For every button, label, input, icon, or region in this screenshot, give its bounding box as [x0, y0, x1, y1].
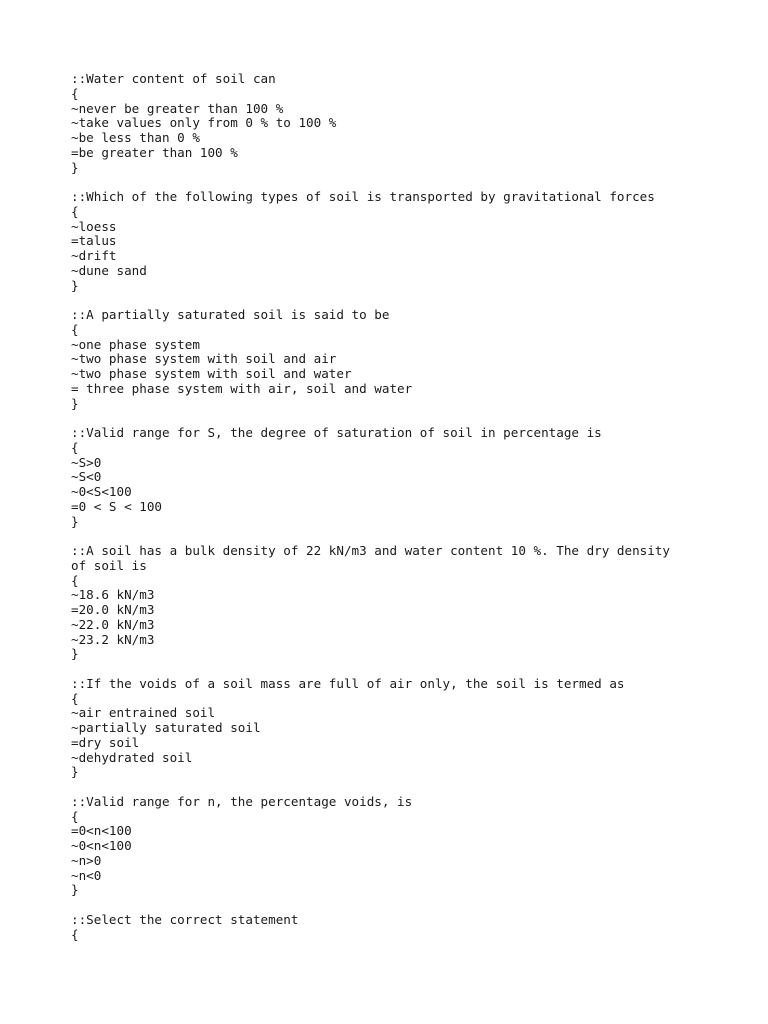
answer-option-line: ~22.0 kN/m3: [71, 616, 155, 632]
question-text-line: ::A soil has a bulk density of 22 kN/m3 and water content 10 %. The dry density: [71, 543, 670, 558]
document-body: [71, 72, 751, 957]
answer-option-line: ~dehydrated soil: [71, 749, 193, 765]
answer-option-line: ~drift: [71, 248, 117, 263]
answer-option-line: ~take values only from 0 % to 100 %: [71, 115, 337, 131]
answer-option-line: ~be less than 0 %: [71, 130, 200, 145]
question-block: [71, 677, 751, 780]
close-brace-line: }: [71, 277, 79, 293]
close-brace-line: }: [71, 882, 79, 898]
answer-option-line: =20.0 kN/m3: [71, 602, 155, 617]
question-block: [71, 308, 751, 411]
question-block: [71, 795, 751, 898]
open-brace-line: {: [71, 85, 79, 101]
answer-option-line: = three phase system with air, soil and water: [71, 380, 413, 396]
question-block: [71, 913, 751, 943]
question-block: [71, 190, 751, 293]
question-text-line: ::Which of the following types of soil is transported by gravitational forces: [71, 189, 655, 204]
close-brace-line: }: [71, 513, 79, 529]
question-block: [71, 544, 751, 662]
question-text-line: ::Valid range for n, the percentage voids, is: [71, 793, 413, 809]
open-brace-line: {: [71, 203, 79, 219]
question-text-line: of soil is: [71, 557, 147, 573]
close-brace-line: }: [71, 159, 79, 175]
answer-option-line: ~air entrained soil: [71, 705, 216, 721]
close-brace-line: }: [71, 395, 79, 411]
open-brace-line: {: [71, 808, 79, 824]
question-text-line: ::Water content of soil can: [71, 71, 276, 86]
answer-option-line: ~S>0: [71, 454, 102, 470]
question-text-line: ::A partially saturated soil is said to be: [71, 307, 390, 322]
answer-option-line: =dry soil: [71, 734, 140, 750]
answer-option-line: ~n<0: [71, 867, 102, 883]
open-brace-line: {: [71, 572, 79, 588]
answer-option-line: ~loess: [71, 218, 117, 234]
open-brace-line: {: [71, 690, 79, 706]
close-brace-line: }: [71, 764, 79, 780]
answer-option-line: ~n>0: [71, 852, 102, 868]
answer-option-line: ~two phase system with soil and water: [71, 366, 352, 381]
answer-option-line: =be greater than 100 %: [71, 144, 238, 160]
question-text-line: ::Select the correct statement: [71, 911, 299, 927]
answer-option-line: =talus: [71, 233, 117, 249]
answer-option-line: ~0<n<100: [71, 838, 132, 853]
open-brace-line: {: [71, 321, 79, 337]
answer-option-line: ~one phase system: [71, 336, 200, 352]
close-brace-line: }: [71, 646, 79, 662]
question-text-line: ::Valid range for S, the degree of saturation of soil in percentage is: [71, 425, 602, 440]
question-text-line: ::If the voids of a soil mass are full of air only, the soil is termed as: [71, 675, 625, 691]
question-block: [71, 72, 751, 175]
answer-option-line: =0<n<100: [71, 823, 132, 839]
answer-option-line: ~23.2 kN/m3: [71, 631, 155, 647]
question-block: [71, 426, 751, 529]
answer-option-line: ~two phase system with soil and air: [71, 351, 337, 367]
answer-option-line: ~partially saturated soil: [71, 720, 261, 735]
open-brace-line: {: [71, 926, 79, 942]
answer-option-line: ~never be greater than 100 %: [71, 100, 284, 116]
answer-option-line: ~S<0: [71, 469, 102, 485]
answer-option-line: =0 < S < 100: [71, 498, 162, 514]
answer-option-line: ~18.6 kN/m3: [71, 587, 155, 603]
open-brace-line: {: [71, 439, 79, 455]
answer-option-line: ~0<S<100: [71, 484, 132, 499]
answer-option-line: ~dune sand: [71, 262, 147, 278]
